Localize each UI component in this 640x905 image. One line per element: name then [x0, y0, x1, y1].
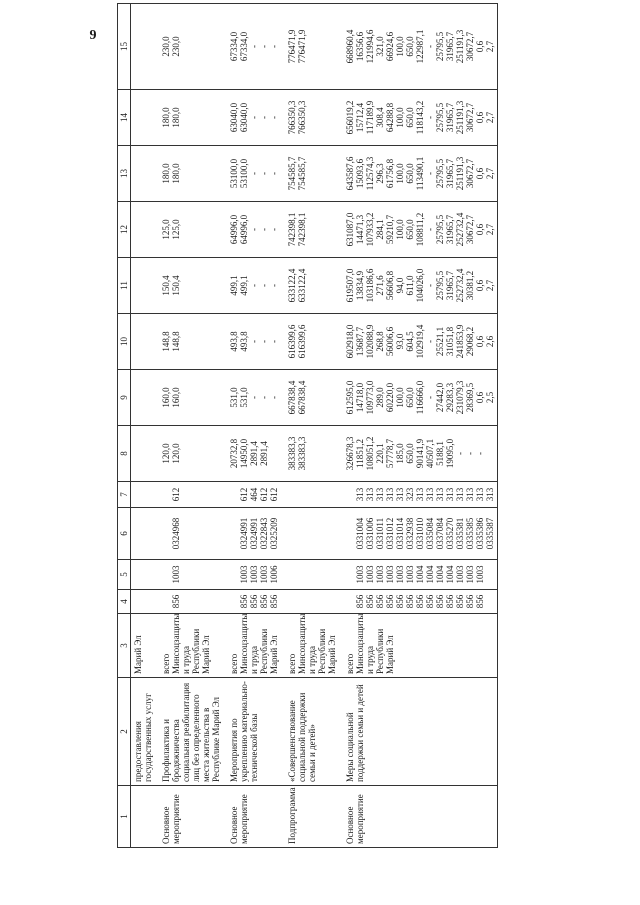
cell-value: 633122,4 633122,4 — [281, 258, 339, 314]
cell-executor: всего Минсоцзащиты и труда Республики Марий Эл — [281, 614, 339, 678]
cell-grbs: 856 — [155, 590, 223, 614]
cell-status — [131, 786, 156, 848]
cell-status: Подпрограмма — [281, 786, 339, 848]
cell-value — [131, 258, 156, 314]
cell-rzpr: 1003 — [155, 560, 223, 590]
cell-value: 776471,9 776471,9 — [281, 4, 339, 90]
cell-csr: 0331004 0331006 0331011 0331012 0331014 0332938 0331010 0335084 0337084 0335270 0335381 0335385 0335386 0335387 — [339, 508, 498, 560]
col-header: 11 — [118, 258, 131, 314]
cell-value — [131, 202, 156, 258]
col-header: 7 — [118, 482, 131, 508]
column-number-header — [118, 4, 131, 848]
cell-status: Основное мероприятие — [155, 786, 223, 848]
col-header: 2 — [118, 678, 131, 786]
cell-csr: 0324991 0324991 0322843 0325209 — [223, 508, 281, 560]
table-row — [223, 4, 281, 848]
table-row — [131, 4, 156, 848]
rotated-table-block — [89, 8, 617, 848]
cell-value: 616399,6 616399,6 — [281, 314, 339, 370]
cell-status: Основное мероприятие — [223, 786, 281, 848]
cell-value: 754585,7 754585,7 — [281, 146, 339, 202]
cell-value: 602918,0 13687,7 102088,9 268,8 56006,6 93,0 604,5 102919,4 - 25521,1 31051,8 241853,9 29068,2 0,6 2,6 — [339, 314, 498, 370]
cell-value — [131, 90, 156, 146]
col-header: 12 — [118, 202, 131, 258]
cell-status: Основное мероприятие — [339, 786, 498, 848]
cell-name: Профилактика и бродяжничества социальная реабилитация лиц без определенного места жительства в Республике Марий Эл — [155, 678, 223, 786]
cell-name: Меры социальной поддержки семьи и детей — [339, 678, 498, 786]
cell-value: 493,8 493,8 - - - — [223, 314, 281, 370]
cell-value — [131, 370, 156, 426]
cell-csr — [281, 508, 339, 560]
cell-grbs — [131, 590, 156, 614]
cell-value: 383383,3 383383,3 — [281, 426, 339, 482]
cell-value: 766350,3 766350,3 — [281, 90, 339, 146]
page-number: 9 — [89, 28, 97, 43]
col-header: 5 — [118, 560, 131, 590]
cell-value: 230,0 230,0 — [155, 4, 223, 90]
table-row — [281, 4, 339, 848]
cell-vr: 612 — [155, 482, 223, 508]
cell-value: 326678,3 11851,2 108051,2 220,1 57778,7 185,0 650,0 90141,9 40507,1 5188,1 19095,0 - - - — [339, 426, 498, 482]
cell-value: 125,0 125,0 — [155, 202, 223, 258]
cell-value: 160,0 160,0 — [155, 370, 223, 426]
cell-value: 668960,4 16356,6 121994,6 321,0 66924,6 100,0 650,0 122987,1 - 25795,5 31965,7 251191,3 30672,7 0,6 2,7 — [339, 4, 498, 90]
cell-value: 619507,0 13834,9 103186,6 271,6 56606,8 94,0 611,0 104026,0 - 25795,5 31965,7 252732,4 30381,2 0,6 2,7 — [339, 258, 498, 314]
cell-value — [131, 426, 156, 482]
cell-vr: 612 464 612 612 — [223, 482, 281, 508]
cell-csr — [131, 508, 156, 560]
cell-rzpr — [131, 560, 156, 590]
col-header: 8 — [118, 426, 131, 482]
cell-executor: всего Минсоцзащиты и труда Республики Марий Эл — [339, 614, 498, 678]
cell-value: 180,0 180,0 — [155, 146, 223, 202]
cell-executor: всего Минсоцзащиты и труда Республики Марий Эл — [155, 614, 223, 678]
cell-grbs: 856 856 856 856 — [223, 590, 281, 614]
cell-rzpr: 1003 1003 1003 1006 — [223, 560, 281, 590]
table-row — [339, 4, 498, 848]
cell-name: Мероприятия по укреплению материально-технической базы — [223, 678, 281, 786]
cell-value: 53100,0 53100,0 - - - — [223, 146, 281, 202]
cell-value: 742398,1 742398,1 — [281, 202, 339, 258]
col-header: 13 — [118, 146, 131, 202]
cell-value: 643587,6 15093,6 112574,3 296,3 61756,8 100,0 650,0 113490,1 - 25795,5 31965,7 251191,3 30672,7 0,6 2,7 — [339, 146, 498, 202]
cell-value: 180,0 180,0 — [155, 90, 223, 146]
cell-csr: 0324968 — [155, 508, 223, 560]
col-header: 3 — [118, 614, 131, 678]
cell-value: 148,8 148,8 — [155, 314, 223, 370]
cell-value: 499,1 499,1 - - - — [223, 258, 281, 314]
cell-value — [131, 4, 156, 90]
cell-value: 64996,0 64996,0 - - - — [223, 202, 281, 258]
cell-value: 667838,4 667838,4 — [281, 370, 339, 426]
col-header: 4 — [118, 590, 131, 614]
col-header: 15 — [118, 4, 131, 90]
col-header: 14 — [118, 90, 131, 146]
cell-value: 67334,0 67334,0 - - - — [223, 4, 281, 90]
cell-value: 120,0 120,0 — [155, 426, 223, 482]
cell-vr — [131, 482, 156, 508]
cell-value: 63040,0 63040,0 - - - — [223, 90, 281, 146]
cell-name: «Совершенствование социальной поддержки семьи и детей» — [281, 678, 339, 786]
cell-value: 631087,0 14471,3 107933,2 284,1 59210,7 100,0 650,0 108811,2 - 25795,5 31965,7 252732,4 30672,7 0,6 2,7 — [339, 202, 498, 258]
col-header: 1 — [118, 786, 131, 848]
cell-value: 656019,2 15712,4 117189,9 308,4 64288,8 100,0 650,0 118143,2 - 25795,5 31965,7 251191,3 30672,7 0,6 2,7 — [339, 90, 498, 146]
cell-grbs: 856 856 856 856 856 856 856 856 856 856 856 856 856 — [339, 590, 498, 614]
cell-rzpr — [281, 560, 339, 590]
cell-grbs — [281, 590, 339, 614]
col-header: 9 — [118, 370, 131, 426]
cell-value: 612595,0 14718,0 109773,0 289,0 60220,0 100,0 650,0 116666,0 - 27442,0 29283,3 231079,3 28369,5 0,6 2,5 — [339, 370, 498, 426]
cell-name: предоставления государственных услуг — [131, 678, 156, 786]
cell-executor: Марий Эл — [131, 614, 156, 678]
cell-value: 20732,8 14950,0 2891,4 2891,4 — [223, 426, 281, 482]
col-header: 10 — [118, 314, 131, 370]
cell-value — [131, 146, 156, 202]
table-row — [155, 4, 223, 848]
cell-executor: всего Минсоцзащиты и труда Республики Марий Эл — [223, 614, 281, 678]
budget-table — [117, 3, 498, 848]
cell-value: 150,4 150,4 — [155, 258, 223, 314]
cell-value: 531,0 531,0 - - - — [223, 370, 281, 426]
cell-vr — [281, 482, 339, 508]
col-header: 6 — [118, 508, 131, 560]
cell-vr: 313 313 313 313 313 323 313 313 313 313 313 313 313 313 — [339, 482, 498, 508]
cell-value — [131, 314, 156, 370]
cell-rzpr: 1003 1003 1003 1003 1003 1003 1004 1004 1004 1004 1003 1003 1003 — [339, 560, 498, 590]
